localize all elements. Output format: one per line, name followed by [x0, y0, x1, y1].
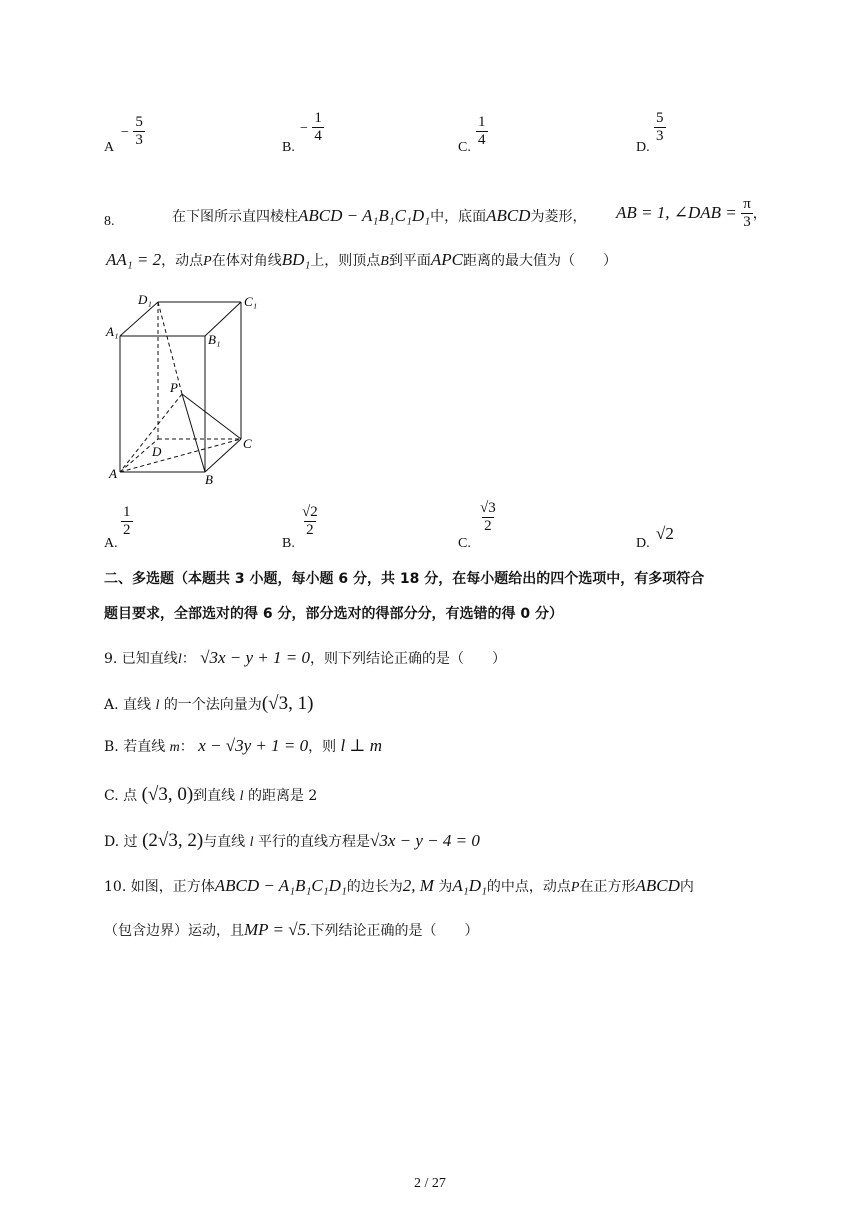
q8-option-c-label: C. [458, 536, 471, 551]
diag-pb [182, 394, 205, 472]
seg-pc [182, 394, 241, 439]
q10-stem-line2: （包含边界）运动，且MP = √5.下列结论正确的是（ ） [104, 920, 479, 939]
q8-option-a-value: $\frac{1}{2}$ [123, 504, 131, 539]
label-a1: A₁ [106, 324, 119, 339]
q8-stem-line2: AA₁ = 2，动点P在体对角线BD₁上，则顶点B到平面APC距离的最大值为（ ） [106, 250, 617, 269]
q8-option-a-label: A. [104, 536, 118, 551]
q7-option-d-label: D. [636, 140, 650, 155]
label-d: D [152, 444, 162, 459]
label-b: B [205, 472, 213, 487]
section2-heading-line2: 题目要求，全部选对的得 6 分，部分选对的得部分分，有选错的得 0 分） [104, 606, 563, 622]
q9-option-a: A. 直线 l 的一个法向量为(√3, 1) [104, 693, 314, 714]
q7-option-c-value: $\frac{1}{4}$ [478, 114, 486, 149]
edge-c1b1 [205, 302, 241, 336]
q7-option-b-value: − $\frac{1}{4}$ [300, 110, 322, 145]
page-number: 2 / 27 [414, 1176, 446, 1191]
q8-stem-line1: 在下图所示直四棱柱ABCD − A₁B₁C₁D₁中，底面ABCD为菱形， [172, 206, 587, 225]
q8-option-c-value: $\frac{√3}{2}$ [480, 500, 496, 535]
q7-option-d-value: $\frac{5}{3}$ [656, 110, 664, 145]
q10-stem-line1: 10. 如图，正方体ABCD − A₁B₁C₁D₁的边长为2, M 为A₁D₁的中点，动点P在正方形ABCD内 [104, 876, 694, 895]
label-a: A [109, 466, 117, 481]
q7-option-a-value: − $\frac{5}{3}$ [121, 114, 143, 149]
q9-option-b: B. 若直线 m： x − √3y + 1 = 0，则 l ⊥ m [104, 736, 383, 755]
q8-option-d-value: √2 [656, 524, 674, 543]
q7-option-a-label: A [104, 140, 115, 155]
q8-condition-angle: AB = 1, ∠DAB = $\frac{\pi}{3}$ ， [616, 196, 767, 231]
q9-option-d: D. 过 (2√3, 2)与直线 l 平行的直线方程是√3x − y − 4 = 0 [104, 830, 480, 851]
label-d1: D₁ [138, 292, 152, 307]
q8-number: 8. [104, 214, 115, 229]
prism-figure [100, 286, 270, 491]
label-p: P [170, 380, 178, 395]
q7-option-b-label: B. [282, 140, 295, 155]
q9-stem: 9. 已知直线l： √3x − y + 1 = 0，则下列结论正确的是（ ） [104, 648, 506, 667]
minus-sign: − [121, 124, 129, 140]
q8-option-d-label: D. [636, 536, 650, 551]
q8-option-b-label: B. [282, 536, 295, 551]
label-b1: B₁ [208, 332, 221, 347]
q8-option-b-value: $\frac{√2}{2}$ [302, 504, 318, 539]
seg-pa [120, 394, 182, 472]
section2-heading-line1: 二、多选题（本题共 3 小题，每小题 6 分，共 18 分，在每小题给出的四个选项中，有多项符合 [104, 571, 705, 587]
label-c: C [243, 436, 252, 451]
edge-d1a1 [120, 302, 158, 336]
q9-option-c: C. 点 (√3, 0)到直线 l 的距离是 2 [104, 784, 318, 805]
q7-option-c-label: C. [458, 140, 471, 155]
label-c1: C₁ [244, 294, 258, 309]
